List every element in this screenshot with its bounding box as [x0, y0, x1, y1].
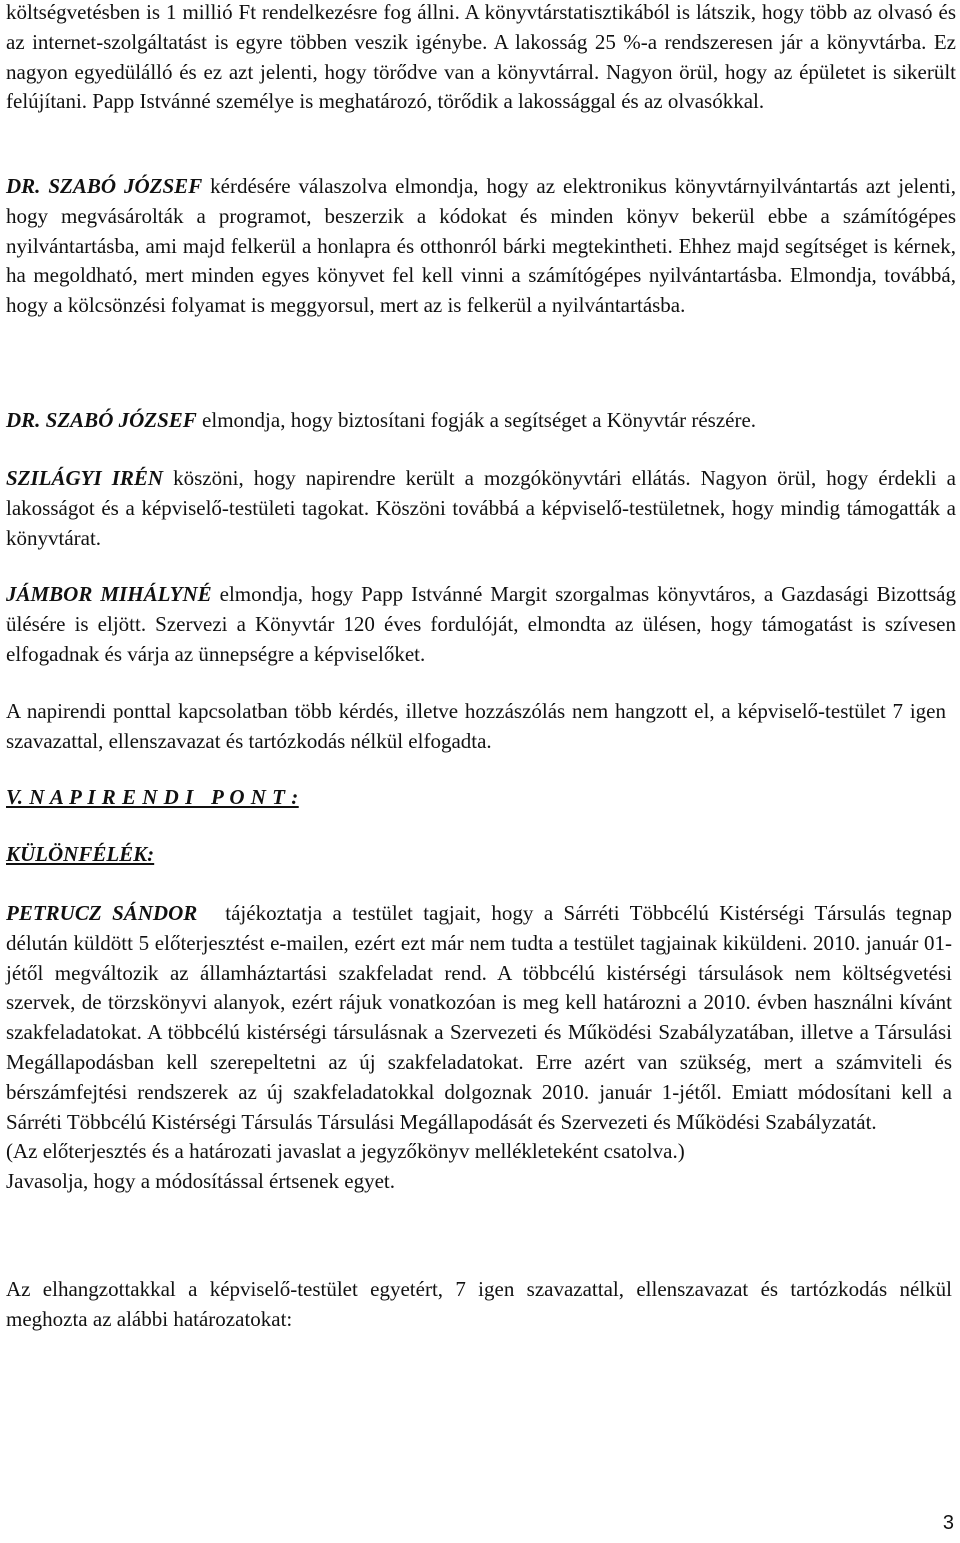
speaker-name: DR. SZABÓ JÓZSEF: [6, 408, 197, 432]
paragraph-jambor: [6, 580, 956, 669]
paragraph-szabo-electronic-registry: [6, 172, 956, 321]
page-number: 3: [942, 1512, 954, 1534]
paragraph-petrucz-main: [6, 899, 952, 1137]
paragraph-szilagyi: [6, 464, 956, 553]
speaker-name: DR. SZABÓ JÓZSEF: [6, 174, 203, 198]
paragraph-text: köszöni, hogy napirendre került a mozgókönyvtári ellátás. Nagyon örül, hogy érdekli a lakosságot és a képviselő-testületi tagokat. Köszöni továbbá a képviselő-testületnek, hogy mindig támogatták a könyvtárat.: [6, 466, 956, 550]
paragraph-text: elmondja, hogy Papp Istvánné Margit szorgalmas könyvtáros, a Gazdasági Bizottság ülésére is eljött. Szervezi a Könyvtár 120 éves fordulóját, elmondta az ülésen, hogy támogatást is szívesen elfogadnak és várja az ünnepségre a képviselőket.: [6, 582, 956, 666]
paragraph-petrucz-proposal: Javasolja, hogy a módosítással értsenek egyet.: [6, 1169, 395, 1194]
speaker-name: JÁMBOR MIHÁLYNÉ: [6, 582, 212, 606]
paragraph-text: elmondja, hogy biztosítani fogják a segítséget a Könyvtár részére.: [196, 408, 757, 432]
paragraph-petrucz: [6, 899, 952, 1197]
speaker-name: PETRUCZ SÁNDOR: [6, 901, 198, 925]
agenda-point-heading: V. N A P I R E N D I P O N T :: [6, 785, 299, 809]
paragraph-text: tájékoztatja a testület tagjait, hogy a Sárréti Többcélú Kistérségi Társulás tegnap délután küldött 5 előterjesztést e-mailen, ezért ezt már nem tudta a testület tagjainak kiküldeni. 2010. január 01-jétől megváltozik az államháztartási szakfeladat rend. A többcélú kistérségi társulások nem költségvetési szervek, de törzskönyvi alanyok, ezért rájuk vonatkozóan is meg kell határozni a 2010. évben használni kívánt szakfeladatokat. A többcélú kistérségi társulásnak a Szervezeti és Működési Szabályzatában, illetve a Társulási Megállapodásban kell szerepeltetni az új szakfeladatokat. Erre azért van szükség, mert a számviteli és bérszámfejtési rendszerek az új szakfeladatokkal dolgoznak 2010. január 1-jétől. Emiatt módosítani kell a Sárréti Többcélú Kistérségi Társulás Társulási Megállapodását és Szervezeti és Működési Szabályzatát.: [6, 901, 953, 1134]
paragraph-szabo-support: [6, 406, 956, 436]
miscellaneous-heading: KÜLÖNFÉLÉK:: [6, 842, 155, 866]
paragraph-petrucz-attachment-note: (Az előterjesztés és a határozati javaslat a jegyzőkönyv mellékleteként csatolva.): [6, 1139, 685, 1164]
paragraph-final-vote: Az elhangzottakkal a képviselő-testület egyetért, 7 igen szavazattal, ellenszavazat és tartózkodás nélkül meghozta az alábbi határozatokat:: [6, 1277, 952, 1331]
paragraph-library-budget: költségvetésben is 1 millió Ft rendelkezésre fog állni. A könyvtárstatisztikából is látszik, hogy több az olvasó és az internet-szolgáltatást is egyre többen veszik igénybe. A lakosság 25 %-a rendszeresen jár a könyvtárba. Ez nagyon egyedülálló és ez azt jelenti, hogy törődve van a könyvtárral. Nagyon örül, hogy az épületet is sikerült felújítani. Papp Istvánné személye is meghatározó, törődik a lakossággal és az olvasókkal.: [6, 0, 956, 114]
paragraph-text: kérdésére válaszolva elmondja, hogy az elektronikus könyvtárnyilvántartás azt jelenti, hogy megvásárolták a programot, beszerzik a kódokat és minden könyv bekerül ebbe a számítógépes nyilvántartásba, ami majd felkerül a honlapra és otthonról bárki megtekintheti. Ehhez majd segítséget is kérnek, ha megoldható, mert minden egyes könyvet fel kell vinni a számítógépes nyilvántartásba. Elmondja, továbbá, hogy a kölcsönzési folyamat is meggyorsul, mert az is felkerül a nyilvántartásba.: [6, 174, 957, 318]
speaker-name: SZILÁGYI IRÉN: [6, 466, 164, 490]
paragraph-vote-result: A napirendi ponttal kapcsolatban több kérdés, illetve hozzászólás nem hangzott el, a képviselő-testület 7 igen szavazattal, ellenszavazat és tartózkodás nélkül elfogadta.: [6, 699, 946, 753]
